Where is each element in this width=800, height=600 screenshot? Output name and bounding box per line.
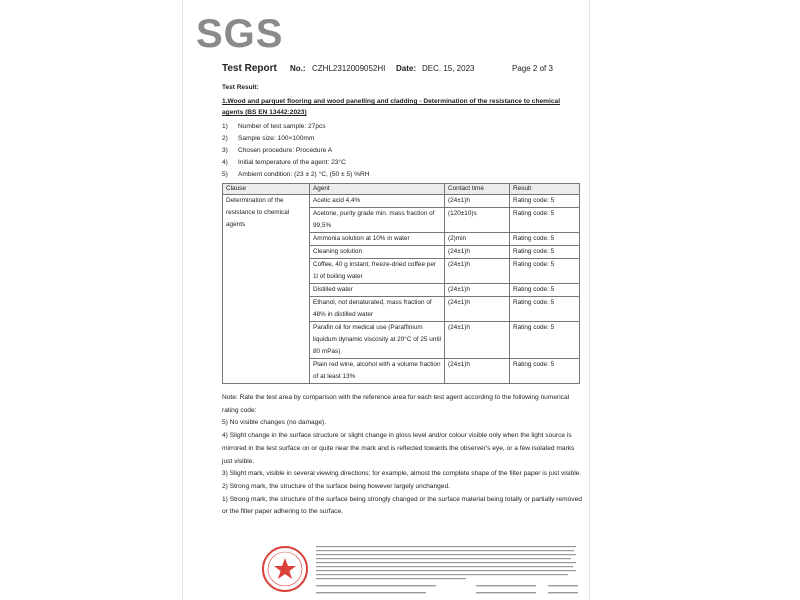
agent-cell: Distilled water: [310, 284, 445, 297]
results-table: [222, 183, 580, 384]
note-rating-1: 1) Strong mark, the structure of the surface being strongly changed or the surface material being totally or partially removed or the filter paper adhering to the surface.: [222, 495, 582, 516]
result-cell: Rating code: 5: [510, 208, 580, 233]
page-right-edge: [589, 0, 590, 600]
contact-time-cell: (24±1)h: [445, 359, 510, 384]
section-title: 1.Wood and parquet flooring and wood panelling and cladding - Determination of the resistance to chemical agents (BS EN 13442:2023): [222, 98, 561, 116]
note-rating-4: 4) Slight change in the surface structure or slight change in gloss level and/or colour visible only when the light source is mirrored in the test surface on or quite near the mark and is reflected towards the observer's eye, or a few isolated marks just visible.: [222, 432, 575, 465]
result-cell: Rating code: 5: [510, 359, 580, 384]
report-date: DEC. 15, 2023: [422, 64, 475, 73]
report-date-label: Date:: [396, 64, 417, 73]
fine-print-lines: [316, 546, 578, 580]
table-header-row: [223, 184, 580, 195]
agent-cell: Cleaning solution: [310, 246, 445, 259]
agent-cell: Coffee, 40 g instant, freeze-dried coffee per 1l of boiling water: [310, 259, 445, 284]
rating-notes: [222, 392, 582, 519]
header-clause: Clause: [223, 184, 310, 195]
clause-cell: Determination of the resistance to chemical agents: [223, 195, 310, 384]
agent-cell: Parafin oil for medical use (Paraffinium liquidum dynamic viscosity at 20°C of 25 until 80 mPas): [310, 322, 445, 359]
header-result: Result: [510, 184, 580, 195]
contact-time-cell: (24±1)h: [445, 322, 510, 359]
report-number-label: No.:: [290, 64, 306, 73]
page-left-edge: [182, 0, 183, 600]
result-cell: Rating code: 5: [510, 259, 580, 284]
agent-cell: Acetone, purity grade min. mass fraction of 99,5%: [310, 208, 445, 233]
terms-fine-print: [316, 546, 582, 581]
report-footer: [260, 544, 580, 600]
contact-time-cell: (2)min: [445, 233, 510, 246]
agent-cell: Plain red wine, alcohol with a volume fraction of at least 13%: [310, 359, 445, 384]
condition-item: 3) Chosen procedure: Procedure A: [222, 147, 333, 154]
test-conditions-list: [222, 121, 370, 181]
result-cell: Rating code: 5: [510, 284, 580, 297]
note-rating-3: 3) Slight mark, visible in several viewing directions; for example, almost the complete shape of the filter paper is just visible.: [222, 470, 582, 478]
report-title: Test Report: [222, 63, 277, 74]
contact-time-cell: (24±1)h: [445, 195, 510, 208]
condition-item: 1) Number of test sample: 27pcs: [222, 123, 326, 130]
condition-item: 4) Initial temperature of the agent: 23°C: [222, 159, 346, 166]
result-cell: Rating code: 5: [510, 233, 580, 246]
contact-time-cell: (120±10)s: [445, 208, 510, 233]
contact-time-cell: (24±1)h: [445, 246, 510, 259]
contact-address-lines: [316, 584, 578, 598]
contact-time-cell: (24±1)h: [445, 259, 510, 284]
sgs-logo: SGS: [196, 12, 284, 56]
result-cell: Rating code: 5: [510, 195, 580, 208]
test-result-label: Test Result:: [222, 84, 259, 91]
note-rating-2: 2) Strong mark, the structure of the surface being however largely unchanged.: [222, 482, 450, 490]
report-number: CZHL2312009052HI: [312, 64, 386, 73]
note-intro: Note: Rate the test area by comparison with the reference area for each test agent according to the following numerical rating code:: [222, 394, 570, 414]
result-cell: Rating code: 5: [510, 322, 580, 359]
condition-item: 2) Sample size: 100×100mm: [222, 135, 315, 142]
header-agent: Agent: [310, 184, 445, 195]
page-number: Page 2 of 3: [512, 64, 553, 73]
agent-cell: Acetic acid 4,4%: [310, 195, 445, 208]
header-contact-time: Contact time: [445, 184, 510, 195]
condition-item: 5) Ambient condition: (23 ± 2) °C, (50 ± 5) %RH: [222, 171, 370, 178]
agent-cell: Ethanol, not denaturated, mass fraction of 48% in distilled water: [310, 297, 445, 322]
contact-time-cell: (24±1)h: [445, 284, 510, 297]
official-seal-stamp: [260, 544, 310, 594]
agent-cell: Ammonia solution at 10% in water: [310, 233, 445, 246]
result-cell: Rating code: 5: [510, 297, 580, 322]
contact-time-cell: (24±1)h: [445, 297, 510, 322]
table-row: [223, 195, 580, 208]
result-cell: Rating code: 5: [510, 246, 580, 259]
note-rating-5: 5) No visible changes (no damage).: [222, 419, 327, 427]
